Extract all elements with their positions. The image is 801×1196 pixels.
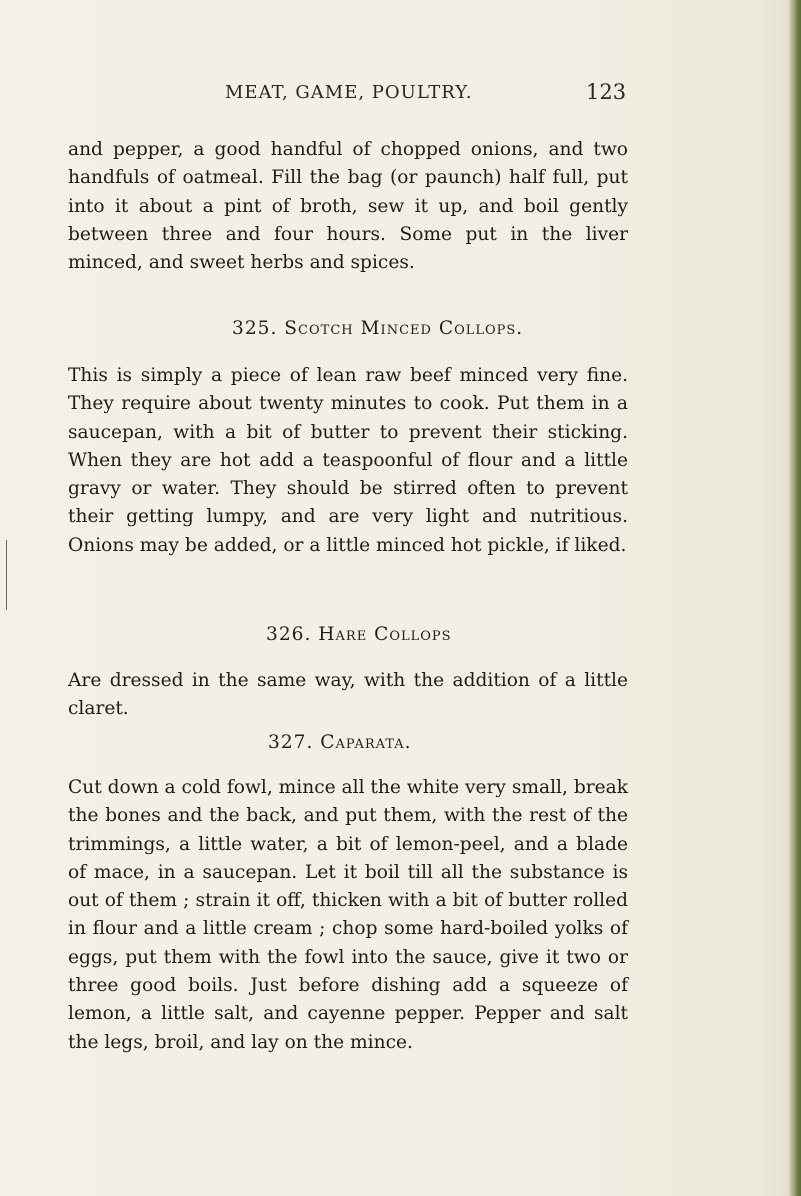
paragraph-continued: and pepper, a good handful of chopped onions, and two handfuls of oatmeal. Fill the bag (or paunch) half full, put into it about a pint of broth, sew it up, and boil gently between three and four hours. Some put in the liver minced, and sweet herbs and spices. xyxy=(68,139,628,274)
heading-caparata: 327. Caparata. xyxy=(268,732,412,753)
running-title: MEAT, GAME, POULTRY. xyxy=(225,82,473,103)
heading-scotch-minced-collops: 325. Scotch Minced Collops. xyxy=(232,318,524,339)
paragraph-hare-collops: Are dressed in the same way, with the addition of a little claret. xyxy=(68,670,628,720)
page-edge-binding xyxy=(789,0,801,1196)
heading-hare-collops: 326. Hare Collops xyxy=(266,624,452,645)
paragraph-caparata: Cut down a cold fowl, mince all the white very small, break the bones and the back, and put them, with the rest of the trimmings, a little water, a bit of lemon-peel, and a blade of mace, in a saucepan. Let it boil till all the substance is out of them ; strain it off, thicken with a bit of butter rolled in flour and a little cream ; chop some hard-boiled yolks of eggs, put them with the fowl into the sauce, give it two or three good boils. Just before dishing add a squeeze of lemon, a little salt, and cayenne pepper. Pepper and salt the legs, broil, and lay on the mince. xyxy=(68,777,628,1053)
margin-mark xyxy=(6,540,7,610)
page-number: 123 xyxy=(586,80,627,104)
paragraph-scotch-minced-collops: This is simply a piece of lean raw beef minced very fine. They require about twenty minutes to cook. Put them in a saucepan, with a bit of butter to prevent their sticking. When they are hot add a teaspoonful of flour and a little gravy or water. They should be stirred often to prevent their getting lumpy, and are very light and nutritious. Onions may be added, or a little minced hot pickle, if liked. xyxy=(68,365,628,556)
